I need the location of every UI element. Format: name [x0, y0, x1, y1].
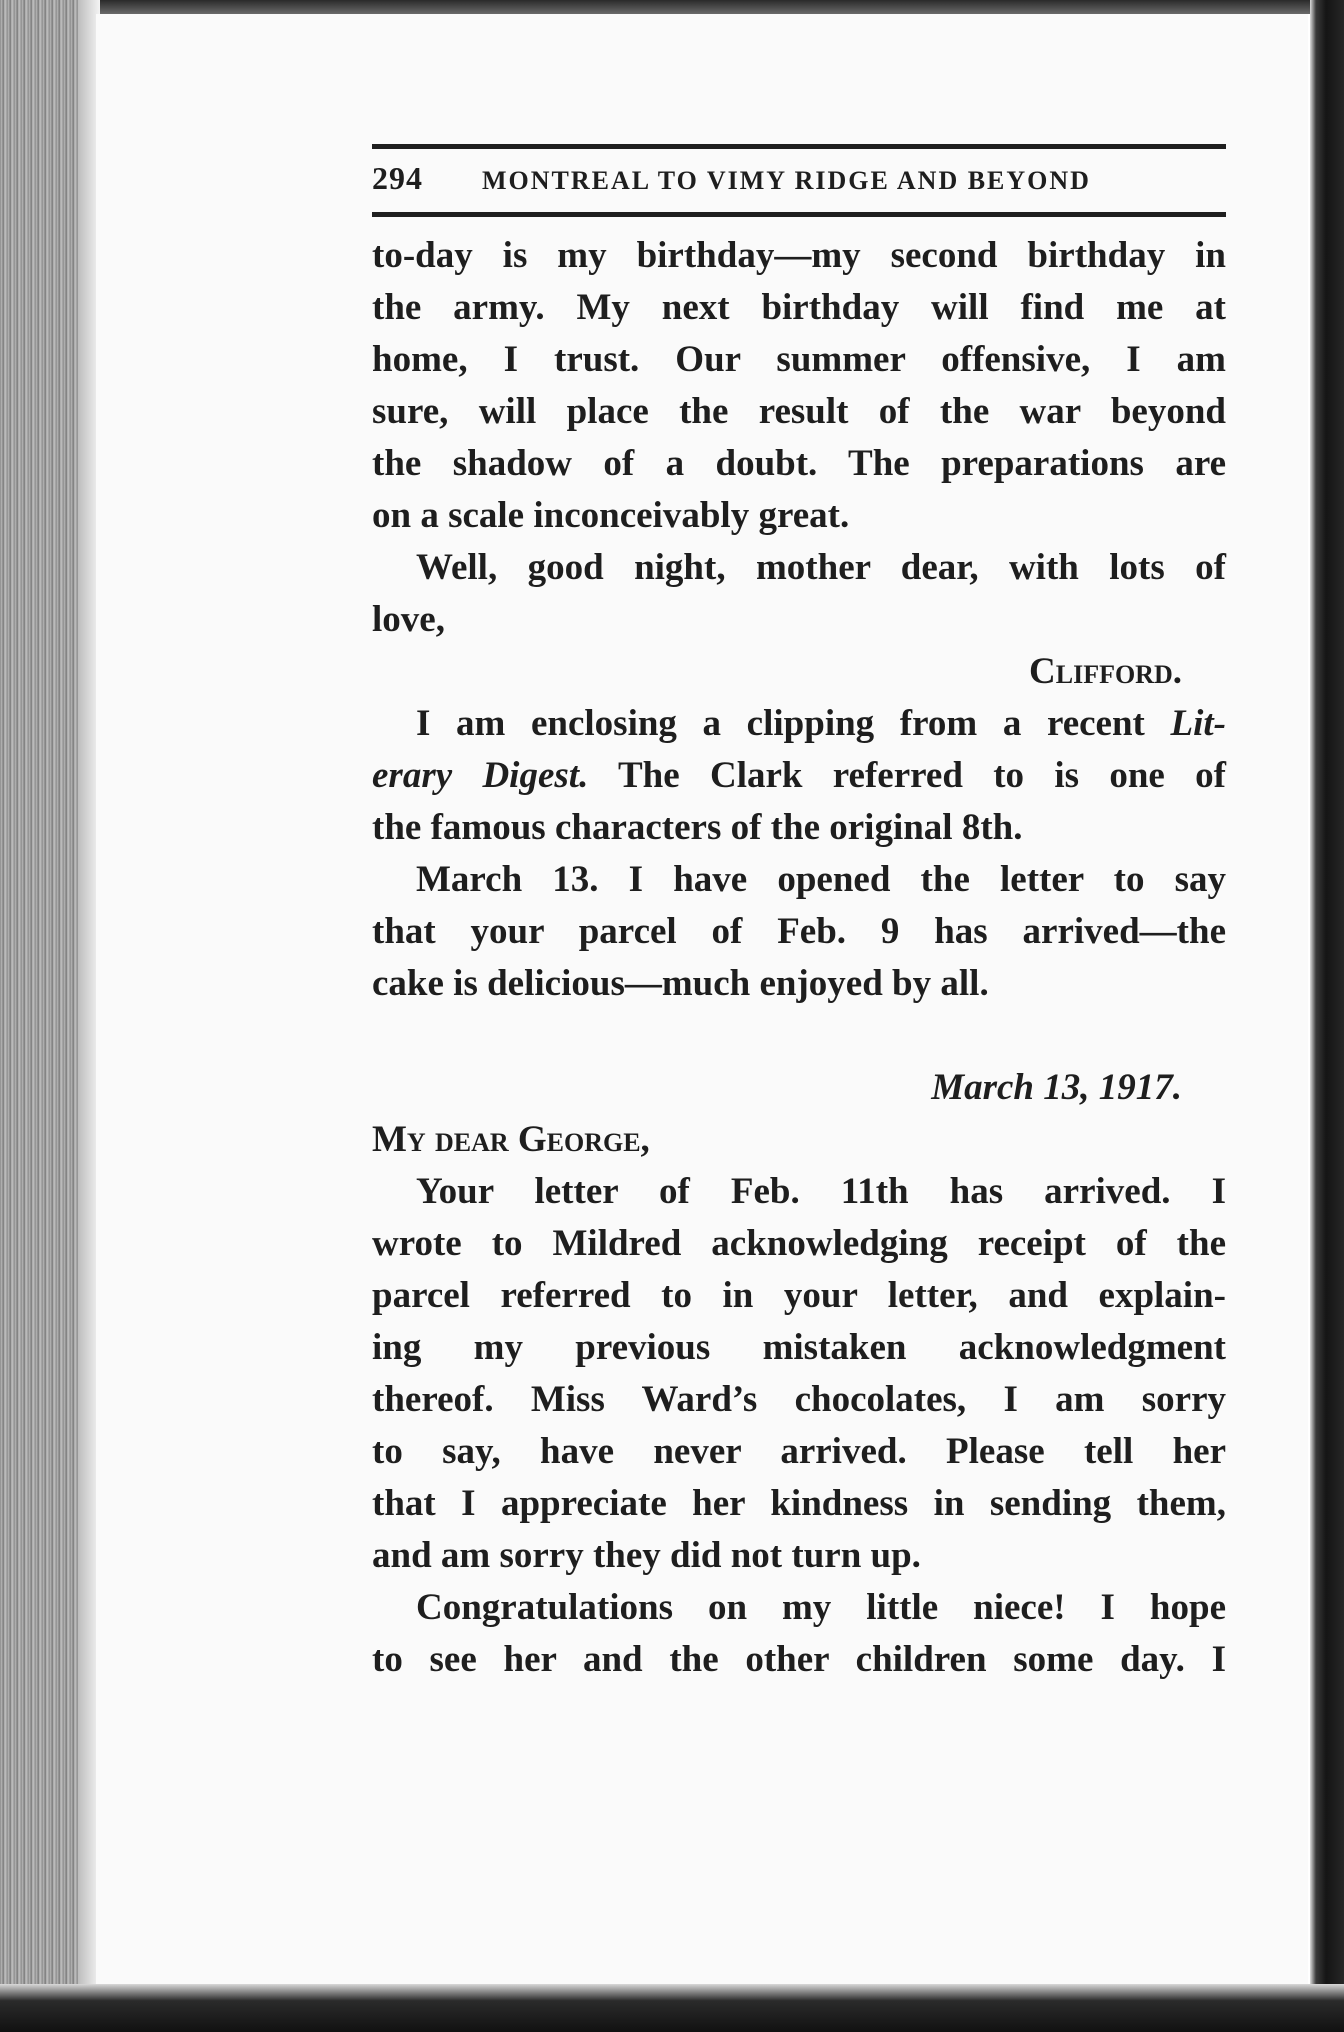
text-line: that your parcel of Feb. 9 has arrived—the — [372, 911, 1226, 952]
text-line: on a scale inconceivably great. — [372, 495, 850, 536]
page-number: 294 — [372, 160, 423, 196]
book-cover-edge — [1310, 0, 1344, 2032]
text-line: wrote to Mildred acknowledging receipt of the — [372, 1223, 1226, 1264]
paragraph-closing — [372, 542, 1226, 646]
running-head — [372, 160, 1226, 206]
paragraph-postscript — [372, 854, 1226, 1010]
text-segment: I am enclosing a clipping from a recent — [416, 703, 1171, 744]
book-page-edges — [0, 0, 80, 2032]
header-rule-bottom — [372, 212, 1226, 217]
text-line: Your letter of Feb. 11th has arrived. I — [416, 1171, 1226, 1212]
publication-title: erary Digest. — [372, 755, 589, 796]
text-line: ing my previous mistaken acknowledgment — [372, 1327, 1226, 1368]
publication-title: Lit- — [1170, 703, 1226, 744]
text-line: March 13. I have opened the letter to say — [416, 859, 1226, 900]
text-line: to-day is my birthday—my second birthday in — [372, 235, 1226, 276]
paragraph-congratulations — [372, 1582, 1226, 1686]
header-rule-top — [372, 144, 1226, 149]
text-line: and am sorry they did not turn up. — [372, 1535, 921, 1576]
page-body — [372, 230, 1226, 1686]
text-line — [372, 750, 1226, 802]
text-line — [372, 698, 1226, 750]
running-title: MONTREAL TO VIMY RIDGE AND BEYOND — [482, 166, 1091, 195]
text-line: that I appreciate her kindness in sending them, — [372, 1483, 1226, 1524]
text-line: thereof. Miss Ward’s chocolates, I am sorry — [372, 1379, 1226, 1420]
letter-dateline: March 13, 1917. — [931, 1067, 1182, 1108]
text-line: love, — [372, 599, 445, 640]
text-line: Well, good night, mother dear, with lots of — [416, 547, 1226, 588]
text-line: Congratulations on my little niece! I hope — [416, 1587, 1226, 1628]
paragraph-clipping — [372, 698, 1226, 854]
text-line: parcel referred to in your letter, and explain- — [372, 1275, 1226, 1316]
scan-top-edge — [0, 0, 1344, 14]
text-line: home, I trust. Our summer offensive, I am — [372, 339, 1226, 380]
paragraph-birthday — [372, 230, 1226, 542]
signature: Clifford. — [1029, 651, 1182, 692]
text-line: to see her and the other children some day. I — [372, 1639, 1226, 1680]
text-line: the famous characters of the original 8th. — [372, 807, 1023, 848]
text-line: cake is delicious—much enjoyed by all. — [372, 963, 989, 1004]
text-line: the army. My next birthday will find me at — [372, 287, 1226, 328]
scan-bottom-edge — [0, 1984, 1344, 2032]
paragraph-letter — [372, 1166, 1226, 1582]
text-line: to say, have never arrived. Please tell her — [372, 1431, 1226, 1472]
letter-salutation: My dear George, — [372, 1119, 650, 1160]
text-segment: The Clark referred to is one of — [588, 755, 1226, 796]
text-line: sure, will place the result of the war beyond — [372, 391, 1226, 432]
text-line: the shadow of a doubt. The preparations are — [372, 443, 1226, 484]
